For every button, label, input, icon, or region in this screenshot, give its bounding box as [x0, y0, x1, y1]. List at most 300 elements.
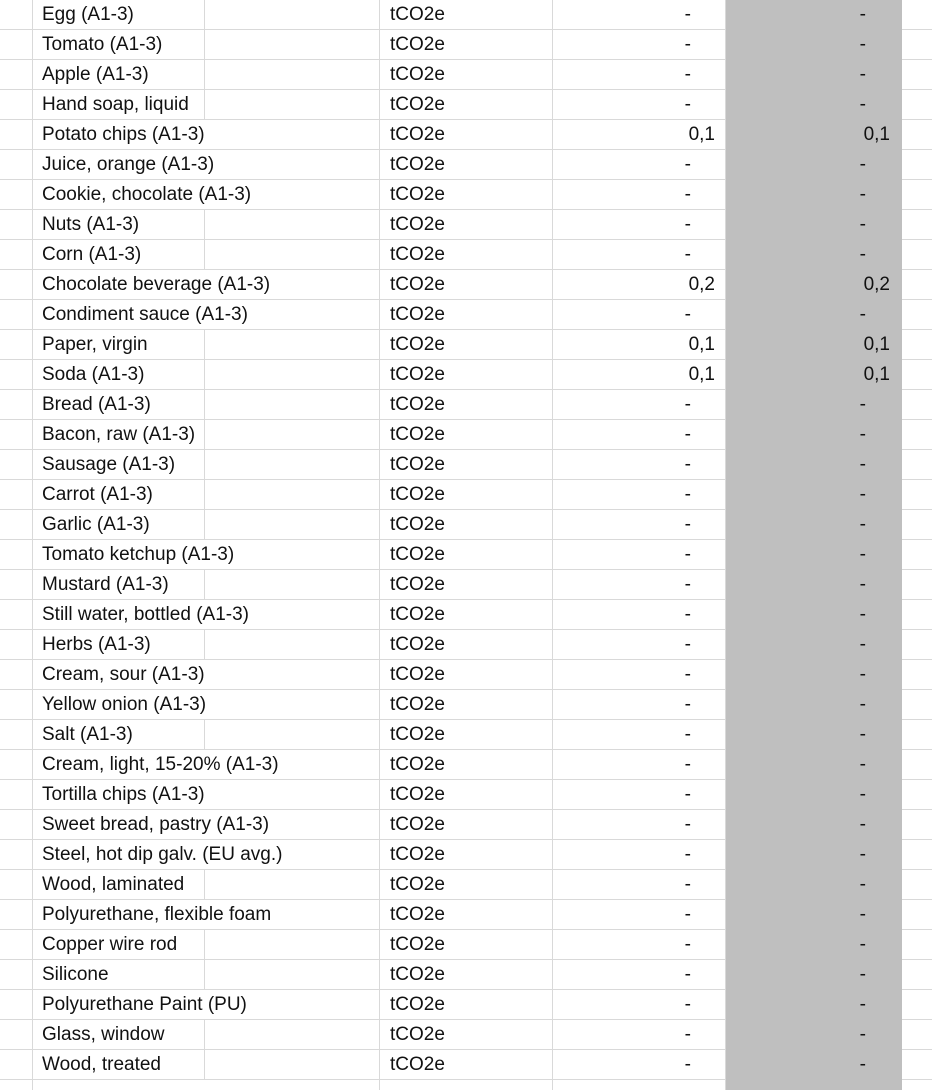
value-cell[interactable]	[553, 120, 726, 150]
value-cell[interactable]	[553, 1020, 726, 1050]
empty-cell[interactable]	[902, 180, 932, 210]
row-header-cell[interactable]	[0, 690, 33, 720]
item-name-cell[interactable]	[33, 690, 205, 720]
row-header-cell[interactable]	[0, 150, 33, 180]
item-name-cell[interactable]	[33, 990, 247, 1020]
row-header-cell[interactable]	[0, 1020, 33, 1050]
empty-cell[interactable]	[902, 390, 932, 420]
empty-cell[interactable]	[902, 60, 932, 90]
empty-cell[interactable]	[205, 0, 380, 30]
value-cell[interactable]	[553, 990, 726, 1020]
value-cell[interactable]	[553, 270, 726, 300]
empty-cell[interactable]	[902, 450, 932, 480]
total-cell[interactable]	[726, 60, 902, 90]
empty-cell[interactable]	[205, 120, 380, 150]
total-cell[interactable]	[726, 570, 902, 600]
item-name-cell[interactable]	[33, 390, 205, 420]
empty-cell[interactable]	[902, 990, 932, 1020]
total-text: -	[859, 604, 866, 625]
total-cell[interactable]	[726, 450, 902, 480]
item-name-cell[interactable]	[33, 720, 205, 750]
row-header-cell[interactable]	[0, 570, 33, 600]
total-cell[interactable]	[726, 480, 902, 510]
item-name-cell[interactable]	[33, 420, 205, 450]
unit-cell[interactable]	[380, 900, 553, 930]
row-header-cell[interactable]	[0, 540, 33, 570]
row-header-cell[interactable]	[0, 30, 33, 60]
value-cell[interactable]	[553, 930, 726, 960]
row-header-cell[interactable]	[0, 510, 33, 540]
unit-cell[interactable]	[380, 960, 553, 990]
empty-cell[interactable]	[902, 750, 932, 780]
unit-text: tCO2e	[390, 514, 445, 535]
unit-cell[interactable]	[380, 60, 553, 90]
value-cell[interactable]	[553, 480, 726, 510]
item-name-cell[interactable]	[33, 240, 205, 270]
item-name: Sweet bread, pastry (A1-3)	[42, 814, 270, 835]
value-text: -	[684, 154, 691, 175]
unit-cell[interactable]	[380, 750, 553, 780]
total-cell[interactable]	[726, 840, 902, 870]
row-header-cell[interactable]	[0, 630, 33, 660]
total-cell[interactable]	[726, 600, 902, 630]
unit-cell[interactable]	[380, 300, 553, 330]
empty-cell[interactable]	[205, 840, 380, 870]
unit-cell[interactable]	[380, 150, 553, 180]
empty-cell[interactable]	[205, 690, 380, 720]
value-text: -	[684, 904, 691, 925]
empty-cell[interactable]	[902, 120, 932, 150]
total-cell[interactable]	[726, 270, 902, 300]
empty-cell[interactable]	[902, 540, 932, 570]
item-name: Sausage (A1-3)	[42, 454, 176, 475]
item-name-cell[interactable]	[33, 300, 248, 330]
item-name-cell[interactable]	[33, 630, 205, 660]
table-row	[0, 90, 932, 120]
value-cell[interactable]	[553, 660, 726, 690]
empty-cell[interactable]	[902, 570, 932, 600]
row-header-cell[interactable]	[0, 120, 33, 150]
total-text: -	[859, 784, 866, 805]
empty-cell[interactable]	[205, 450, 380, 480]
unit-cell[interactable]	[380, 990, 553, 1020]
unit-cell[interactable]	[380, 840, 553, 870]
item-name-cell[interactable]	[33, 180, 252, 210]
value-cell[interactable]	[553, 840, 726, 870]
value-cell[interactable]	[553, 330, 726, 360]
empty-cell[interactable]	[205, 1020, 380, 1050]
empty-cell[interactable]	[205, 510, 380, 540]
unit-cell[interactable]	[380, 780, 553, 810]
total-cell[interactable]	[726, 120, 902, 150]
row-header-cell[interactable]	[0, 0, 33, 30]
empty-cell[interactable]	[205, 60, 380, 90]
item-name-cell[interactable]	[33, 60, 205, 90]
item-name-cell[interactable]	[33, 810, 270, 840]
unit-text: tCO2e	[390, 214, 445, 235]
total-text: -	[859, 244, 866, 265]
total-cell[interactable]	[726, 1050, 902, 1080]
row-header-cell[interactable]	[0, 1050, 33, 1080]
value-cell[interactable]	[553, 30, 726, 60]
item-name-cell[interactable]	[33, 330, 205, 360]
row-header-cell[interactable]	[0, 720, 33, 750]
empty-cell[interactable]	[205, 270, 380, 300]
item-name-cell[interactable]	[33, 210, 205, 240]
unit-text: tCO2e	[390, 844, 445, 865]
item-name-cell[interactable]	[33, 450, 205, 480]
unit-cell[interactable]	[380, 720, 553, 750]
table-row	[0, 570, 932, 600]
value-cell[interactable]	[553, 780, 726, 810]
unit-text: tCO2e	[390, 184, 445, 205]
empty-cell[interactable]	[902, 30, 932, 60]
value-cell[interactable]	[553, 690, 726, 720]
unit-cell[interactable]	[380, 870, 553, 900]
empty-cell[interactable]	[205, 1080, 380, 1090]
empty-cell[interactable]	[902, 720, 932, 750]
item-name: Polyurethane, flexible foam	[42, 904, 272, 925]
empty-cell[interactable]	[205, 180, 380, 210]
empty-cell[interactable]	[902, 420, 932, 450]
total-cell[interactable]	[726, 780, 902, 810]
total-text: -	[859, 664, 866, 685]
empty-cell[interactable]	[902, 1050, 932, 1080]
row-header-cell[interactable]	[0, 840, 33, 870]
empty-cell[interactable]	[205, 990, 380, 1020]
value-cell[interactable]	[553, 750, 726, 780]
value-cell[interactable]	[553, 180, 726, 210]
value-cell[interactable]	[553, 60, 726, 90]
item-name: Condiment sauce (A1-3)	[42, 304, 248, 325]
unit-cell[interactable]	[380, 1020, 553, 1050]
total-text: -	[859, 1024, 866, 1045]
row-header-cell[interactable]	[0, 450, 33, 480]
unit-cell[interactable]	[380, 1080, 553, 1090]
table-row-partial	[0, 1080, 932, 1090]
item-name-cell[interactable]	[33, 750, 279, 780]
empty-cell[interactable]	[205, 930, 380, 960]
total-cell[interactable]	[726, 540, 902, 570]
empty-cell[interactable]	[902, 510, 932, 540]
total-cell[interactable]	[726, 660, 902, 690]
row-header-cell[interactable]	[0, 600, 33, 630]
value-cell[interactable]	[553, 870, 726, 900]
value-cell[interactable]	[553, 600, 726, 630]
value-cell[interactable]	[553, 360, 726, 390]
value-text: -	[684, 574, 691, 595]
unit-cell[interactable]	[380, 660, 553, 690]
item-name: Yellow onion (A1-3)	[42, 694, 207, 715]
unit-cell[interactable]	[380, 600, 553, 630]
value-text: -	[684, 214, 691, 235]
row-header-cell[interactable]	[0, 240, 33, 270]
value-cell[interactable]	[553, 240, 726, 270]
value-cell[interactable]	[553, 630, 726, 660]
unit-cell[interactable]	[380, 480, 553, 510]
empty-cell[interactable]	[902, 240, 932, 270]
row-header-cell[interactable]	[0, 330, 33, 360]
total-cell[interactable]	[726, 30, 902, 60]
total-cell[interactable]	[726, 990, 902, 1020]
empty-cell[interactable]	[902, 660, 932, 690]
item-name-cell[interactable]	[33, 960, 205, 990]
item-name-cell[interactable]	[33, 0, 205, 30]
unit-cell[interactable]	[380, 570, 553, 600]
empty-cell[interactable]	[205, 540, 380, 570]
item-name-cell[interactable]	[33, 780, 205, 810]
empty-cell[interactable]	[205, 150, 380, 180]
row-header-cell[interactable]	[0, 60, 33, 90]
value-cell[interactable]	[553, 540, 726, 570]
unit-cell[interactable]	[380, 240, 553, 270]
empty-cell[interactable]	[902, 210, 932, 240]
value-cell[interactable]	[553, 90, 726, 120]
total-cell[interactable]	[726, 750, 902, 780]
value-cell[interactable]	[553, 210, 726, 240]
total-text: -	[859, 304, 866, 325]
unit-cell[interactable]	[380, 510, 553, 540]
unit-text: tCO2e	[390, 814, 445, 835]
total-cell[interactable]	[726, 360, 902, 390]
empty-cell[interactable]	[205, 30, 380, 60]
total-text: -	[859, 514, 866, 535]
empty-cell[interactable]	[205, 780, 380, 810]
empty-cell[interactable]	[205, 330, 380, 360]
value-cell[interactable]	[553, 1080, 726, 1090]
empty-cell[interactable]	[205, 600, 380, 630]
unit-cell[interactable]	[380, 630, 553, 660]
empty-cell[interactable]	[205, 750, 380, 780]
unit-cell[interactable]	[380, 30, 553, 60]
row-header-cell[interactable]	[0, 90, 33, 120]
total-cell[interactable]	[726, 420, 902, 450]
unit-cell[interactable]	[380, 540, 553, 570]
row-header-cell[interactable]	[0, 420, 33, 450]
empty-cell[interactable]	[902, 1020, 932, 1050]
unit-text: tCO2e	[390, 664, 445, 685]
item-name-cell[interactable]	[33, 1020, 205, 1050]
unit-text: tCO2e	[390, 784, 445, 805]
item-name-cell[interactable]	[33, 900, 272, 930]
item-name: Egg (A1-3)	[42, 4, 134, 25]
item-name-cell[interactable]	[33, 540, 235, 570]
unit-cell[interactable]	[380, 0, 553, 30]
value-cell[interactable]	[553, 1050, 726, 1080]
row-header-cell[interactable]	[0, 810, 33, 840]
row-header-cell[interactable]	[0, 480, 33, 510]
value-cell[interactable]	[553, 570, 726, 600]
item-name-cell[interactable]	[33, 1050, 205, 1080]
unit-cell[interactable]	[380, 180, 553, 210]
empty-cell[interactable]	[902, 480, 932, 510]
unit-cell[interactable]	[380, 210, 553, 240]
total-cell[interactable]	[726, 690, 902, 720]
row-header-cell[interactable]	[0, 660, 33, 690]
unit-cell[interactable]	[380, 420, 553, 450]
value-cell[interactable]	[553, 150, 726, 180]
empty-cell[interactable]	[902, 870, 932, 900]
row-header-cell[interactable]	[0, 210, 33, 240]
value-cell[interactable]	[553, 390, 726, 420]
total-cell[interactable]	[726, 330, 902, 360]
row-header-cell[interactable]	[0, 930, 33, 960]
total-cell[interactable]	[726, 960, 902, 990]
value-text: -	[684, 664, 691, 685]
unit-cell[interactable]	[380, 450, 553, 480]
value-cell[interactable]	[553, 300, 726, 330]
empty-cell[interactable]	[205, 90, 380, 120]
unit-cell[interactable]	[380, 810, 553, 840]
empty-cell[interactable]	[205, 240, 380, 270]
empty-cell[interactable]	[205, 210, 380, 240]
value-cell[interactable]	[553, 450, 726, 480]
value-cell[interactable]	[553, 510, 726, 540]
item-name-cell[interactable]	[33, 600, 249, 630]
empty-cell[interactable]	[902, 960, 932, 990]
empty-cell[interactable]	[902, 0, 932, 30]
unit-text: tCO2e	[390, 34, 445, 55]
table-row	[0, 750, 932, 780]
row-header-cell[interactable]	[0, 870, 33, 900]
total-cell[interactable]	[726, 870, 902, 900]
unit-cell[interactable]	[380, 120, 553, 150]
empty-cell[interactable]	[205, 570, 380, 600]
value-text: 0,1	[688, 334, 715, 355]
item-name: Polyurethane Paint (PU)	[42, 994, 247, 1015]
total-cell[interactable]	[726, 720, 902, 750]
row-header-cell[interactable]	[0, 1080, 33, 1090]
row-header-cell[interactable]	[0, 750, 33, 780]
empty-cell[interactable]	[902, 780, 932, 810]
empty-cell[interactable]	[205, 900, 380, 930]
total-cell[interactable]	[726, 0, 902, 30]
unit-cell[interactable]	[380, 690, 553, 720]
total-cell[interactable]	[726, 90, 902, 120]
empty-cell[interactable]	[205, 1050, 380, 1080]
row-header-cell[interactable]	[0, 900, 33, 930]
total-cell[interactable]	[726, 510, 902, 540]
item-name-cell[interactable]	[33, 90, 205, 120]
empty-cell[interactable]	[205, 810, 380, 840]
unit-cell[interactable]	[380, 270, 553, 300]
row-header-cell[interactable]	[0, 990, 33, 1020]
value-cell[interactable]	[553, 810, 726, 840]
row-header-cell[interactable]	[0, 360, 33, 390]
item-name-cell[interactable]	[33, 480, 205, 510]
item-name-cell[interactable]	[33, 660, 205, 690]
value-cell[interactable]	[553, 0, 726, 30]
unit-cell[interactable]	[380, 360, 553, 390]
empty-cell[interactable]	[902, 840, 932, 870]
total-cell[interactable]	[726, 1020, 902, 1050]
item-name: Mustard (A1-3)	[42, 574, 169, 595]
empty-cell[interactable]	[205, 360, 380, 390]
empty-cell[interactable]	[902, 810, 932, 840]
table-row	[0, 240, 932, 270]
empty-cell[interactable]	[902, 900, 932, 930]
unit-text: tCO2e	[390, 994, 445, 1015]
unit-text: tCO2e	[390, 604, 445, 625]
item-name-cell[interactable]	[33, 570, 205, 600]
unit-text: tCO2e	[390, 154, 445, 175]
total-cell[interactable]	[726, 300, 902, 330]
total-text: -	[859, 4, 866, 25]
empty-cell[interactable]	[902, 150, 932, 180]
empty-cell[interactable]	[902, 270, 932, 300]
unit-cell[interactable]	[380, 330, 553, 360]
unit-cell[interactable]	[380, 930, 553, 960]
empty-cell[interactable]	[902, 630, 932, 660]
empty-cell[interactable]	[902, 360, 932, 390]
row-header-cell[interactable]	[0, 180, 33, 210]
total-cell[interactable]	[726, 900, 902, 930]
empty-cell[interactable]	[902, 90, 932, 120]
empty-cell[interactable]	[205, 720, 380, 750]
item-name-cell[interactable]	[33, 270, 271, 300]
item-name-cell[interactable]	[33, 930, 205, 960]
item-name-cell[interactable]	[33, 840, 283, 870]
empty-cell[interactable]	[902, 300, 932, 330]
total-cell[interactable]	[726, 390, 902, 420]
empty-cell[interactable]	[902, 600, 932, 630]
empty-cell[interactable]	[902, 330, 932, 360]
total-cell[interactable]	[726, 930, 902, 960]
total-text: -	[859, 634, 866, 655]
empty-cell[interactable]	[902, 930, 932, 960]
unit-cell[interactable]	[380, 390, 553, 420]
row-header-cell[interactable]	[0, 270, 33, 300]
value-cell[interactable]	[553, 420, 726, 450]
total-cell[interactable]	[726, 180, 902, 210]
empty-cell[interactable]	[205, 630, 380, 660]
empty-cell[interactable]	[205, 390, 380, 420]
item-name: Carrot (A1-3)	[42, 484, 153, 505]
unit-cell[interactable]	[380, 90, 553, 120]
total-cell[interactable]	[726, 630, 902, 660]
row-header-cell[interactable]	[0, 960, 33, 990]
value-cell[interactable]	[553, 960, 726, 990]
empty-cell[interactable]	[205, 870, 380, 900]
row-header-cell[interactable]	[0, 780, 33, 810]
total-cell[interactable]	[726, 240, 902, 270]
table-row	[0, 810, 932, 840]
value-cell[interactable]	[553, 900, 726, 930]
total-cell[interactable]	[726, 810, 902, 840]
empty-cell[interactable]	[205, 960, 380, 990]
item-name-cell[interactable]	[33, 870, 205, 900]
item-name-cell[interactable]	[33, 360, 205, 390]
item-name-cell[interactable]	[33, 150, 215, 180]
total-cell[interactable]	[726, 210, 902, 240]
total-text: -	[859, 874, 866, 895]
value-text: -	[684, 34, 691, 55]
item-name-cell[interactable]	[33, 510, 205, 540]
empty-cell[interactable]	[205, 480, 380, 510]
row-header-cell[interactable]	[0, 390, 33, 420]
item-name-cell[interactable]	[33, 120, 205, 150]
item-name-cell[interactable]	[33, 30, 205, 60]
row-header-cell[interactable]	[0, 300, 33, 330]
value-cell[interactable]	[553, 720, 726, 750]
total-cell[interactable]	[726, 150, 902, 180]
empty-cell[interactable]	[205, 420, 380, 450]
empty-cell[interactable]	[902, 690, 932, 720]
empty-cell[interactable]	[205, 300, 380, 330]
unit-cell[interactable]	[380, 1050, 553, 1080]
empty-cell[interactable]	[205, 660, 380, 690]
total-cell[interactable]	[726, 1080, 902, 1090]
